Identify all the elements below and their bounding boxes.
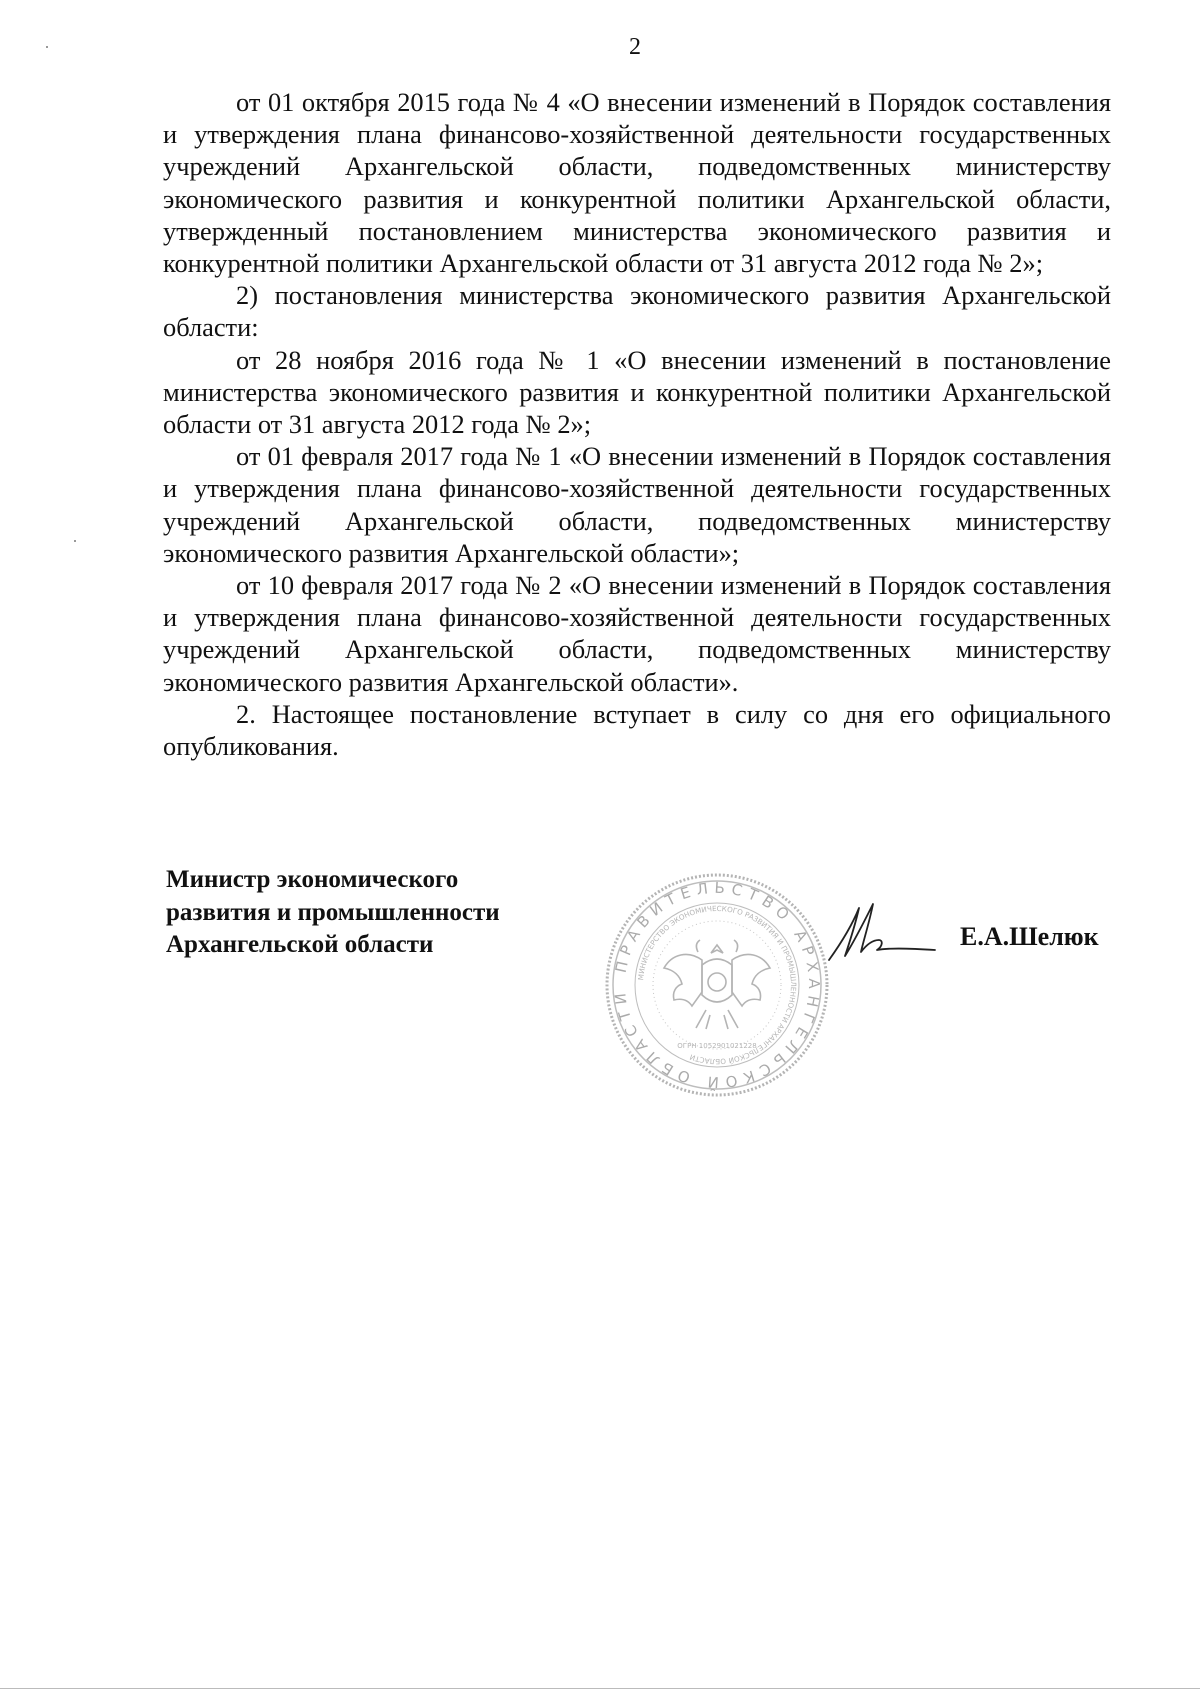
scan-artifact <box>46 46 48 48</box>
coat-of-arms-icon <box>664 940 770 1029</box>
paragraph: от 28 ноября 2016 года № 1 «О внесении изменений в постановление министерства экономического развития и конкурентной политики Архангельской области от 31 августа 2012 года № 2»; <box>163 344 1111 440</box>
document-body <box>163 86 1111 762</box>
seal-inner-text: МИНИСТЕРСТВО ЭКОНОМИЧЕСКОГО РАЗВИТИЯ И ПРОМЫШЛЕННОСТИ АРХАНГЕЛЬСКОЙ ОБЛАСТИ <box>636 903 799 1067</box>
scan-edge-line <box>0 1688 1200 1689</box>
signatory-title-line: Архангельской области <box>166 931 434 958</box>
paragraph: от 10 февраля 2017 года № 2 «О внесении изменений в Порядок составления и утверждения плана финансово-хозяйственной деятельности государственных учреждений Архангельской области, подведомственных министерству экономического развития Архангельской области». <box>163 570 1111 697</box>
signatory-title <box>166 864 586 962</box>
signatory-title-line: Министр экономического <box>166 866 459 893</box>
scan-artifact <box>74 540 76 542</box>
paragraph: от 01 февраля 2017 года № 1 «О внесении изменений в Порядок составления и утверждения плана финансово-хозяйственной деятельности государственных учреждений Архангельской области, подведомственных министерству экономического развития Архангельской области»; <box>163 441 1111 568</box>
page-number: 2 <box>629 34 641 60</box>
seal-ogrn-text: ОГРН 1052901021228 <box>677 1042 757 1050</box>
seal-outer-text: ПРАВИТЕЛЬСТВО АРХАНГЕЛЬСКОЙ ОБЛАСТИ <box>610 878 824 1092</box>
official-seal <box>602 870 832 1100</box>
handwritten-signature <box>825 900 940 970</box>
paragraph: от 01 октября 2015 года № 4 «О внесении изменений в Порядок составления и утверждения плана финансово-хозяйственной деятельности государственных учреждений Архангельской области, подведомственных министерству экономического развития и конкурентной политики Архангельской области, утвержденный постановлением министерства экономического развития и конкурентной политики Архангельской области от 31 августа 2012 года № 2»; <box>163 87 1111 279</box>
paragraph: 2. Настоящее постановление вступает в силу со дня его официального опубликования. <box>163 698 1111 762</box>
signatory-title-line: развития и промышленности <box>166 898 500 926</box>
signatory-name: Е.А.Шелюк <box>960 922 1099 951</box>
paragraph: 2) постановления министерства экономического развития Архангельской области: <box>163 280 1111 343</box>
